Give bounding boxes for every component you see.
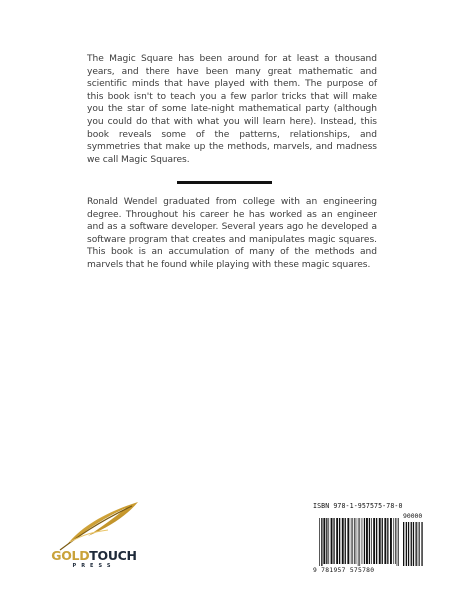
barcode-bar: [371, 518, 372, 564]
barcode-bar: [397, 518, 398, 566]
barcode-bar: [376, 518, 377, 564]
barcode-bar: [384, 518, 386, 564]
barcode-bar: [358, 518, 359, 566]
barcode-bar: [387, 518, 388, 564]
barcode-bar: [347, 518, 349, 564]
barcode-bar: [339, 518, 340, 564]
barcode-bar: [366, 518, 368, 564]
barcode-bar: [351, 518, 352, 564]
addon-bar: [411, 522, 412, 566]
barcode-bar: [319, 518, 320, 566]
publisher-name-part1: GOLD: [51, 548, 90, 563]
addon-bar: [421, 522, 422, 566]
barcode-bar: [321, 518, 322, 566]
barcode-bar: [359, 518, 360, 566]
addon-bar: [416, 522, 417, 566]
barcode-bar: [390, 518, 392, 564]
addon-bar: [406, 522, 407, 566]
publisher-subtitle: PRESS: [72, 563, 116, 569]
barcode-bar: [369, 518, 370, 564]
section-divider: [177, 181, 272, 184]
barcode-bar: [352, 518, 353, 564]
isbn-label: ISBN 978-1-957575-78-0: [313, 502, 403, 510]
barcode-bar: [328, 518, 329, 564]
barcode-bar: [379, 518, 381, 564]
publisher-name-part2: TOUCH: [89, 548, 137, 563]
barcode-bars: [313, 510, 424, 566]
barcode-bar: [395, 518, 396, 564]
barcode-bar: [345, 518, 346, 564]
publisher-name: [38, 548, 150, 563]
addon-bar: [408, 522, 409, 566]
addon-bar: [418, 522, 419, 566]
barcode-bar: [362, 518, 363, 564]
barcode-digits: 9 781957 575780: [313, 567, 375, 574]
addon-bar: [403, 522, 404, 566]
isbn-barcode-block: [313, 502, 424, 576]
barcode-bar: [356, 518, 357, 564]
barcode-bar: [331, 518, 333, 564]
price-addon-number: 90000: [403, 512, 423, 520]
barcode-bar: [326, 518, 327, 564]
author-bio-paragraph: Ronald Wendel graduated from college with an engineering degree. Throughout his career he has worked as an engineer and as a software developer. Several years ago he developed a software program that creates and manipulates magic squares. This book is an accumulation of many of the methods and marvels that he found while playing with these magic squares.: [87, 197, 377, 270]
quill-feather-icon: [48, 496, 156, 552]
barcode-bar: [364, 518, 365, 564]
barcode-bar: [323, 518, 325, 564]
book-description-paragraph: The Magic Square has been around for at least a thousand years, and there have been many great mathematic and scientific minds that have played with them. The purpose of this book isn't to teach you a few parlor tricks that will make you the star of some late-night mathematical party (although you could do that with what you will learn here). Instead, this book reveals some of the patterns, relationships, and symmetries that make up the methods, marvels, and madness we call Magic Squares.: [87, 54, 377, 165]
barcode-bar: [373, 518, 375, 564]
addon-bar: [413, 522, 414, 566]
addon-bar: [419, 522, 420, 566]
barcode-bar: [393, 518, 394, 564]
barcode-bar: [342, 518, 344, 564]
barcode-bar: [336, 518, 338, 564]
barcode-bar: [398, 518, 399, 566]
barcode-bar: [354, 518, 355, 564]
barcode-bar: [333, 518, 334, 564]
barcode-bar: [382, 518, 383, 564]
